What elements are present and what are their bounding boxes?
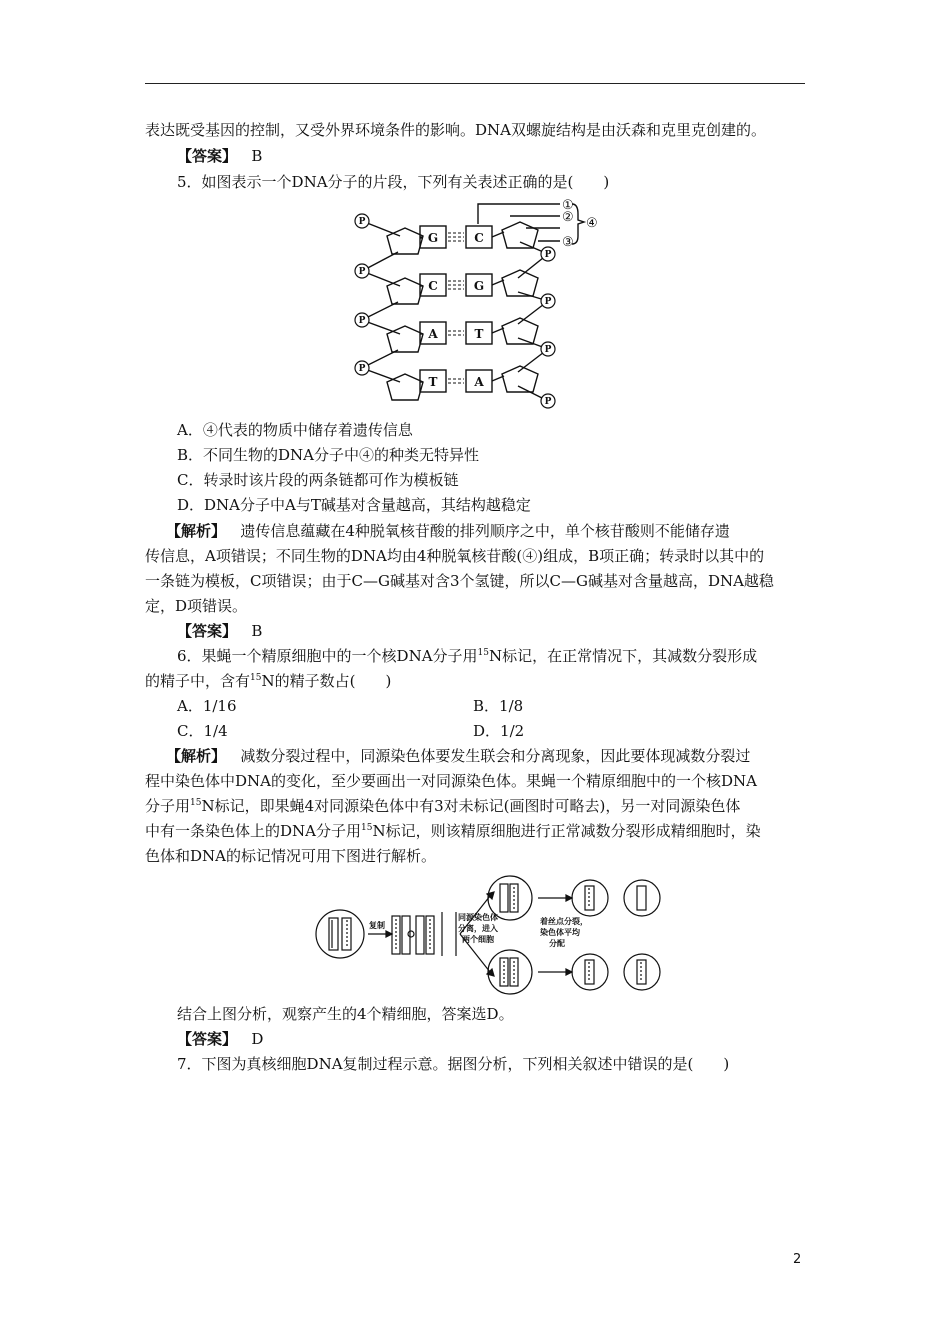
base-label: C [428, 279, 438, 293]
label-split-2: 染色体平均 [540, 927, 580, 937]
analysis-tag: 【解析】 [166, 747, 227, 765]
question-7: 7．下图为真核细胞DNA复制过程示意。据图分析，下列相关叙述中错误的是( ) [177, 1055, 730, 1073]
answer-value: B [251, 622, 263, 640]
text-line: 中有一条染色体上的DNA分子用$^{15}$N标记，则该精原细胞进行正常减数分裂形成精细胞时，染 [145, 822, 761, 840]
label-separate-3: 两个细胞 [462, 934, 494, 944]
dna-fragment-diagram [350, 196, 620, 416]
text-line: 程中染色体中DNA的变化，至少要画出一对同源染色体。果蝇一个精原细胞中的一个核DNA [145, 772, 757, 790]
text-line: 传信息，A项错误；不同生物的DNA均由4种脱氧核苷酸(④)组成，B项正确；转录时以其中的 [145, 547, 765, 565]
label-copy: 复制 [369, 920, 385, 930]
phosphate-label: P [358, 267, 366, 277]
label-separate-2: 分离，进入 [458, 923, 498, 933]
text-line: 表达既受基因的控制，又受外界环境条件的影响。DNA双螺旋结构是由沃森和克里克创建的。 [145, 121, 766, 139]
analysis-text: 减数分裂过程中，同源染色体要发生联会和分离现象，因此要体现减数分裂过 [240, 747, 751, 765]
answer-line [177, 146, 842, 166]
text-line: 分子用$^{15}$N标记，即果蝇4对同源染色体中有3对未标记(画图时可略去)，另一对同源染色体 [145, 797, 741, 815]
base-label: T [428, 375, 438, 389]
analysis-tag: 【解析】 [166, 522, 227, 540]
answer-line [177, 621, 842, 641]
analysis-line [166, 746, 831, 766]
text-line: 一条链为模板，C项错误；由于C—G碱基对含3个氢键，所以C—G碱基对含量越高，DNA越稳 [145, 572, 774, 590]
label-split-1: 着丝点分裂， [540, 916, 588, 926]
answer-tag: 【答案】 [177, 622, 238, 640]
phosphate-label: P [544, 250, 552, 260]
header-rule [145, 83, 805, 84]
option-6c: C．1/4 [177, 722, 228, 740]
base-label: C [474, 231, 484, 245]
answer-value: D [251, 1030, 264, 1048]
phosphate-label: P [544, 397, 552, 407]
text-line: 色体和DNA的标记情况可用下图进行解析。 [145, 847, 436, 865]
answer-tag: 【答案】 [177, 1030, 238, 1048]
phosphate-label: P [358, 217, 366, 227]
marker-3: ③ [562, 235, 574, 250]
question-6-cont: 的精子中，含有$^{15}$N的精子数占( ) [145, 672, 392, 690]
phosphate-label: P [544, 297, 552, 307]
marker-2: ② [562, 210, 574, 225]
question-6: 6．果蝇一个精原细胞中的一个核DNA分子用$^{15}$N标记，在正常情况下，其减数分裂形成 [177, 647, 758, 665]
question-5: 5．如图表示一个DNA分子的片段，下列有关表述正确的是( ) [177, 173, 610, 191]
label-separate-1: 同源染色体 [458, 912, 498, 922]
phosphate-label: P [358, 364, 366, 374]
option-6b: B．1/8 [473, 697, 524, 715]
option-6a: A．1/16 [177, 697, 237, 715]
base-label: A [428, 327, 438, 341]
base-label: G [427, 231, 439, 245]
option-5c: C．转录时该片段的两条链都可作为模板链 [177, 471, 459, 489]
text-line: 定，D项错误。 [145, 597, 248, 615]
option-5b: B．不同生物的DNA分子中④的种类无特异性 [177, 446, 480, 464]
analysis-line [166, 521, 831, 541]
phosphate-label: P [358, 316, 366, 326]
option-5a: A．④代表的物质中储存着遗传信息 [177, 421, 413, 439]
marker-4: ④ [586, 216, 598, 231]
page-number: 2 [793, 1252, 802, 1267]
phosphate-label: P [544, 345, 552, 355]
meiosis-diagram [312, 872, 672, 1000]
option-5d: D．DNA分子中A与T碱基对含量越高，其结构越稳定 [177, 496, 531, 514]
option-6d: D．1/2 [473, 722, 525, 740]
answer-tag: 【答案】 [177, 147, 238, 165]
text-line: 结合上图分析，观察产生的4个精细胞，答案选D。 [177, 1005, 514, 1023]
base-label: A [474, 375, 484, 389]
answer-line [177, 1029, 842, 1049]
analysis-text: 遗传信息蕴藏在4种脱氧核苷酸的排列顺序之中，单个核苷酸则不能储存遗 [240, 522, 730, 540]
base-label: T [474, 327, 484, 341]
marker-1: ① [562, 198, 574, 213]
label-split-3: 分配 [549, 938, 565, 948]
answer-value: B [251, 147, 263, 165]
base-label: G [473, 279, 485, 293]
